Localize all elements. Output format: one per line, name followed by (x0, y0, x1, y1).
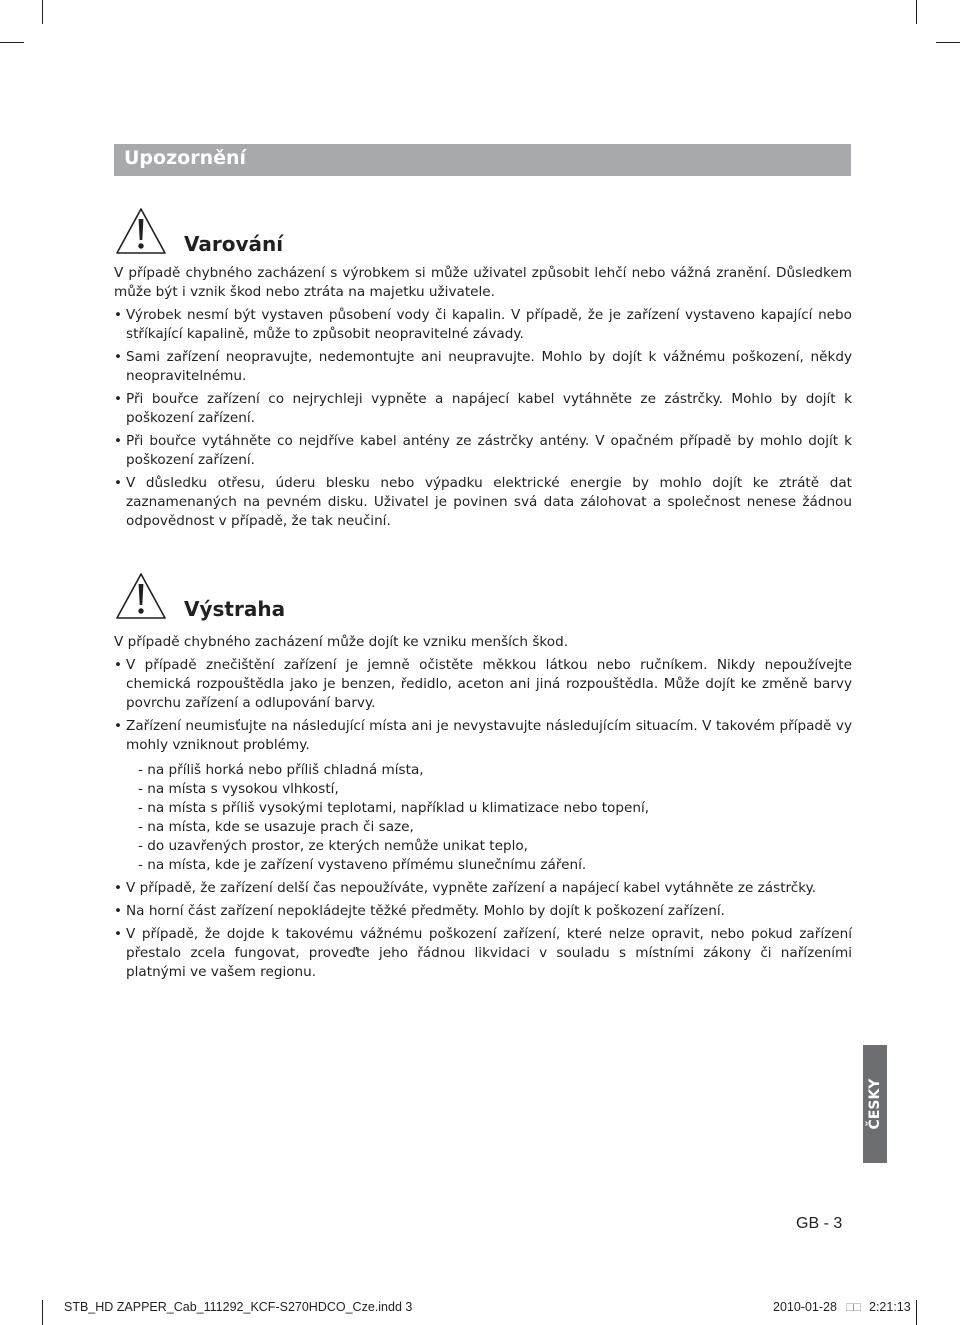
crop-mark (42, 0, 43, 24)
crop-mark (936, 42, 960, 43)
footer-date: 2010-01-28 (773, 1300, 837, 1314)
list-item: • V případě znečištění zařízení je jemně očistěte měkkou látkou nebo ručníkem. Nikdy nepoužívejte chemická rozpouštědla jako je benzen, ředidlo, aceton ani jiná rozpouštědla. Může dojít ke změně barvy povrchu zařízení a odlupování barvy. (114, 656, 852, 713)
warning-section (114, 207, 852, 531)
list-item: • Výrobek nesmí být vystaven působení vody či kapalin. V případě, že je zařízení vystaveno kapající nebo stříkající kapalině, může to způsobit neopravitelné závady. (114, 306, 852, 344)
caution-heading: Výstraha (184, 597, 286, 621)
location-sublist (138, 761, 852, 875)
caution-section (114, 572, 852, 982)
sublist-item: - na příliš horká nebo příliš chladná místa, (138, 762, 424, 778)
warning-intro: V případě chybného zacházení s výrobkem si může uživatel způsobit lehčí nebo vážná zranění. Důsledkem může být i vznik škod nebo ztráta na majetku uživatele. (114, 265, 852, 300)
warning-heading-row (115, 207, 852, 255)
footer-glyphs: □□ (846, 1300, 862, 1314)
language-label: ČESKY (867, 1078, 883, 1130)
caution-intro: V případě chybného zacházení může dojít ke vzniku menších škod. (114, 634, 569, 650)
crop-mark (0, 42, 24, 43)
warning-triangle-icon (115, 207, 167, 255)
section-title: Upozornění (124, 147, 247, 169)
crop-mark (916, 0, 917, 24)
caution-list (114, 656, 852, 982)
warning-list (114, 306, 852, 531)
sublist-item: - na místa s příliš vysokými teplotami, například u klimatizace nebo topení, (138, 800, 650, 816)
sublist-item: - na místa, kde se usazuje prach či saze, (138, 819, 414, 835)
list-item: • V důsledku otřesu, úderu blesku nebo výpadku elektrické energie by mohlo dojít ke ztrátě dat zaznamenaných na pevném disku. Uživatel je povinen svá data zálohovat a společnost nenese žádnou odpovědnost v případě, že tak neučiní. (114, 474, 852, 531)
sublist-item: - na místa, kde je zařízení vystaveno přímému slunečnímu záření. (138, 857, 587, 873)
list-item-text: Zařízení neumisťujte na následující místa ani je nevystavujte následujícím situacím. V takovém případě vy mohly vzniknout problémy. (126, 718, 852, 753)
list-item: • Při bouřce vytáhněte co nejdříve kabel antény ze zástrčky antény. V opačném případě by mohlo dojít k poškození zařízení. (114, 432, 852, 470)
warning-heading: Varování (184, 232, 284, 256)
warning-triangle-icon (115, 572, 167, 620)
list-item: • V případě, že dojde k takovému vážnému poškození zařízení, které nelze opravit, nebo pokud zařízení přestalo zcela fungovat, proveďte jeho řádnou likvidaci v souladu s místními zákony či nařízeními platnými ve vašem regionu. (114, 925, 852, 982)
footer-filename: STB_HD ZAPPER_Cab_111292_KCF-S270HDCO_Cze.indd 3 (64, 1300, 413, 1314)
section-header-bar (114, 144, 851, 176)
list-item: • Při bouřce zařízení co nejrychleji vypněte a napájecí kabel vytáhněte ze zástrčky. Mohlo by dojít k poškození zařízení. (114, 390, 852, 428)
caution-heading-row (115, 572, 852, 620)
list-item: • V případě, že zařízení delší čas nepoužíváte, vypněte zařízení a napájecí kabel vytáhněte ze zástrčky. (114, 879, 852, 898)
sublist-item: - do uzavřených prostor, ze kterých nemůže unikat teplo, (138, 838, 528, 854)
language-tab (863, 1045, 887, 1163)
sublist-item: - na místa s vysokou vlhkostí, (138, 781, 339, 797)
crop-mark (42, 1300, 43, 1325)
footer-time: 2:21:13 (869, 1300, 911, 1314)
crop-mark (916, 1300, 917, 1325)
list-item: • Sami zařízení neopravujte, nedemontujte ani neupravujte. Mohlo by dojít k vážnému poškození, někdy neopravitelnému. (114, 348, 852, 386)
list-item (114, 717, 852, 875)
page-number: GB - 3 (796, 1215, 843, 1232)
list-item: • Na horní část zařízení nepokládejte těžké předměty. Mohlo by dojít k poškození zařízení. (114, 902, 852, 921)
